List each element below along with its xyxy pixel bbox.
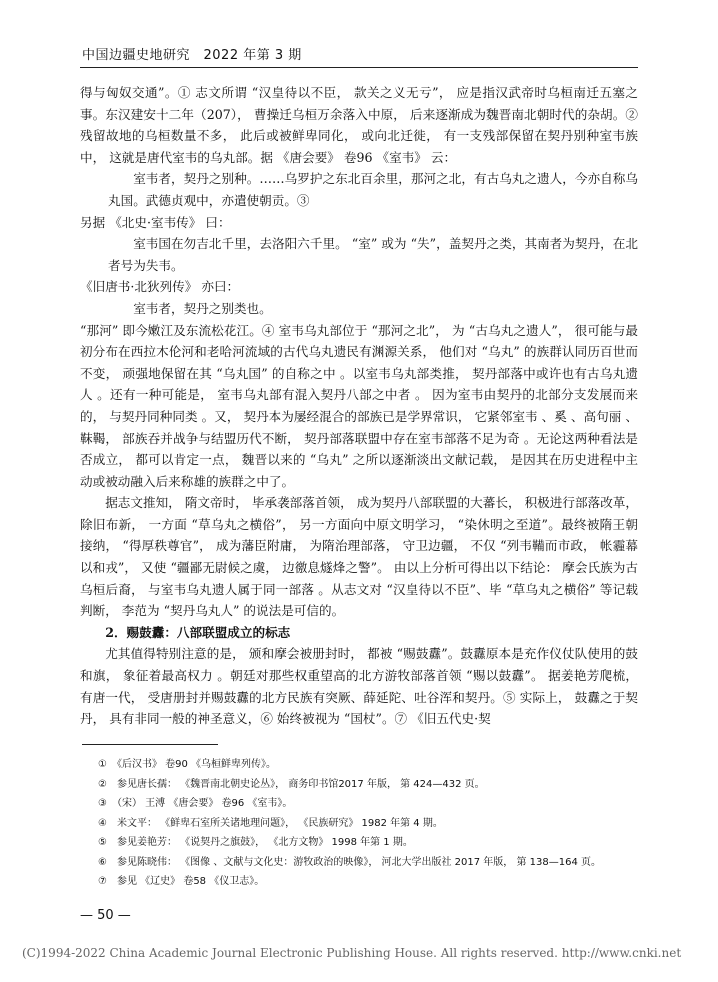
block-quote-1: 室韦者，契丹之别种。……乌罗护之东北百余里，那河之北，有古乌丸之遗人，今亦自称乌丸国。武德贞观中，亦遣使朝贡。③: [108, 171, 638, 208]
block-quote-2: 室韦国在勿吉北千里，去洛阳六千里。 “室” 或为 “失”，盖契丹之类，其南者为契丹，在北者号为失韦。: [108, 236, 638, 273]
footnote: ④ 米文平： 《鲜卑石室所关诸地理问题》， 《民族研究》 1982 年第 4 期。: [98, 817, 443, 829]
paragraph-3: 据志文推知， 隋文帝时， 毕承袭部落首领， 成为契丹八部联盟的大蕃长， 积极进行部落改革， 除旧布新， 一方面 “草乌丸之横俗”， 另一方面向中原文明学习， “染休明之至道”。最终被隋王朝接纳， “得厚秩尊官”， 成为藩臣附庸， 为隋治理部落， 守卫边疆， 不仅 “列韦鞴而市政， 帐霾幕以和戎”， 又使 “疆鄙无尉候之虞， 边徼息燧烽之警”。 由以上分析可得出以下结论： 摩会氏族为古乌桓后裔， 与室韦乌丸遗人属于同一部落 。从志文对 “汉皇待以不臣”、毕 “草乌丸之横俗” 等记载判断， 李范为 “契丹乌丸人” 的说法是可信的。: [80, 495, 638, 619]
paragraph-4: 尤其值得特别注意的是， 颁和摩会被册封时， 都被 “赐鼓纛”。鼓纛原本是充作仪仗队使用的鼓和旗， 象征着最高权力 。朝廷对那些权重望高的北方游牧部落首领 “赐以鼓纛”。 据姜艳芳爬梳， 有唐一代， 受唐册封并赐鼓纛的北方民族有突厥、薛延陀、吐谷浑和契丹。⑤ 实际上， 鼓纛之于契丹， 具有非同一般的神圣意义，⑥ 始终被视为 “国杖”。⑦ 《旧五代史·契: [80, 646, 638, 727]
paragraph-1: 得与匈奴交通”。① 志文所谓 “汉皇待以不臣， 款关之义无亏”， 应是指汉武帝时乌桓南迁五塞之事。东汉建安十二年（207）， 曹操迁乌桓万余落入中原， 后来逐渐成为魏晋南北朝时代的杂胡。② 残留故地的乌桓数量不多， 此后或被鲜卑同化， 或向北迁徙， 有一支残部保留在契丹别种室韦族中， 这就是唐代室韦的乌丸部。据 《唐会要》 卷96 《室韦》 云：: [80, 85, 638, 165]
paragraph-2: “那河” 即今嫩江及东流松花江。④ 室韦乌丸部位于 “那河之北”， 为 “古乌丸之遗人”， 很可能与最初分布在西拉木伦河和老哈河流域的古代乌丸遗民有渊源关系， 他们对 “乌丸” 的族群认同历百世而不变， 顽强地保留在其 “乌丸国” 的自称之中 。以室韦乌丸部类推， 契丹部落中或许也有古乌丸遗人 。还有一种可能是， 室韦乌丸部有混入契丹八部之中者 。 因为室韦由契丹的北部分支发展而来的， 与契丹同种同类 。又， 契丹本为屡经混合的部族已是学界常识， 它紧邻室韦 、奚 、高句丽 、靺鞨， 部族吞并战争与结盟历代不断， 契丹部落联盟中存在室韦部落不足为奇 。无论这两种看法是否成立， 都可以肯定一点， 魏晋以来的 “乌丸” 之所以逐渐淡出文献记载， 是因其在历史进程中主动或被动融入后来称雄的族群之中了。: [80, 322, 638, 489]
running-header: 中国边疆史地研究 2022 年第 3 期: [82, 48, 302, 63]
header-rule: [80, 67, 638, 68]
footnote: ③ （宋） 王溥 《唐会要》 卷96 《室韦》。: [98, 798, 293, 809]
footnote: ⑦ 参见 《辽史》 卷58 《仪卫志》。: [98, 876, 265, 887]
intro-line-1: 另据 《北史·室韦传》 曰：: [80, 214, 231, 230]
footnote: ⑤ 参见姜艳芳： 《说契丹之旗鼓》， 《北方文物》 1998 年第 1 期。: [98, 837, 413, 848]
copyright-line: (C)1994-2022 China Academic Journal Electronic Publishing House. All rights reserved. http://www.cnki.net: [22, 946, 682, 960]
main-text: [80, 82, 638, 730]
footnote: ② 参见唐长孺： 《魏晋南北朝史论丛》， 商务印书馆2017 年版， 第 424—432 页。: [98, 778, 485, 790]
footnote: ⑥ 参见陈晓伟： 《图像 、文献与文化史：游牧政治的映像》， 河北大学出版社 2017 年版， 第 138—164 页。: [98, 856, 602, 868]
page-number: — 50 —: [80, 908, 131, 923]
footnotes: [98, 755, 638, 892]
footnote: ① 《后汉书》 卷90 《乌桓鲜卑列传》。: [98, 759, 277, 770]
block-quote-3: 室韦者，契丹之别类也。: [133, 300, 272, 316]
intro-line-2: 《旧唐书·北狄列传》 亦曰：: [80, 279, 240, 295]
footnote-rule: [82, 744, 218, 745]
section-heading: 2．赐鼓纛：八部联盟成立的标志: [105, 624, 291, 640]
